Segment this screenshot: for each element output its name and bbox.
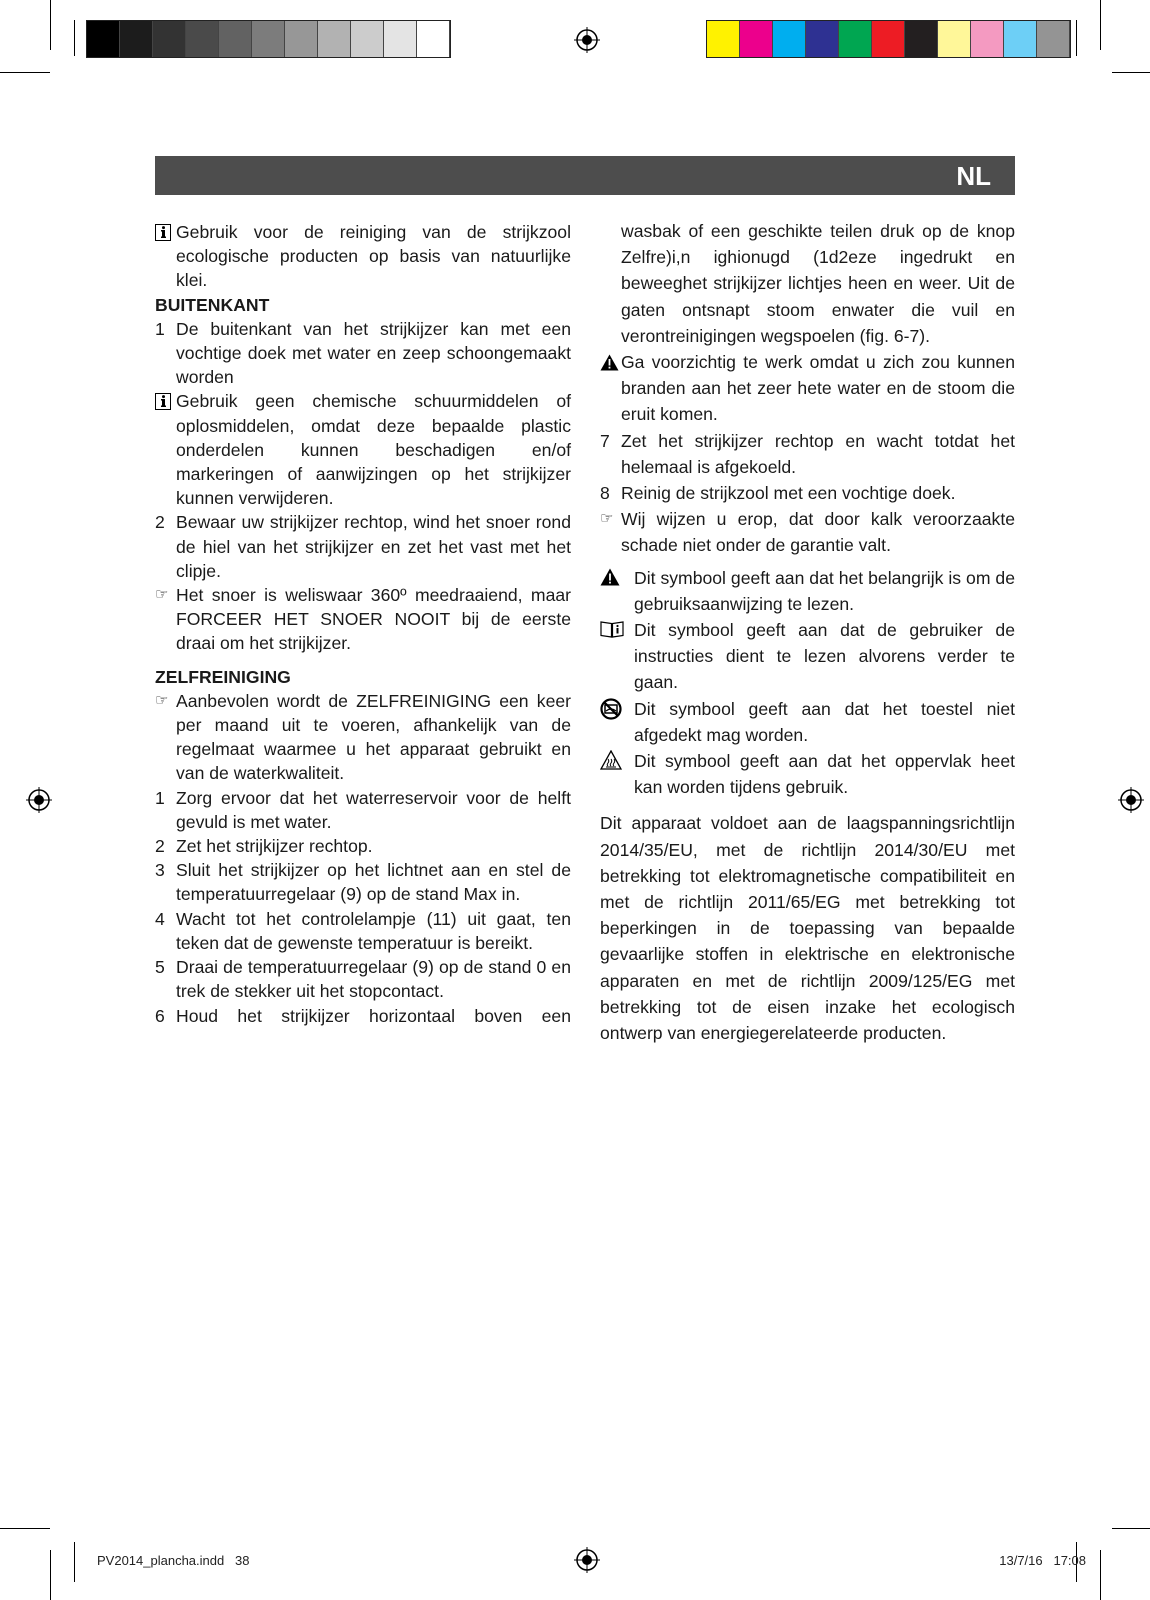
color-swatch [1004,21,1037,57]
color-swatch [153,21,186,57]
list-item-continuation: wasbak of een geschikte teilen druk op de knop Zelfre)i,n ighionugd (1d2eze ingedrukt en beweeghet strijkijzer lichtjes heen en weer. Uit de gaten ontsnapt stoom enwater die vuil en verontreinigingen wegspoelen (fig. 6-7). [621,221,1015,346]
color-swatch [384,21,417,57]
list-item: 3 Sluit het strijkijzer op het lichtnet aan en stel de temperatuurregelaar (9) op de stand Max in. [155,860,571,905]
info-note: Gebruik geen chemische schuurmiddelen of oplosmiddelen, omdat deze bepaalde plastic onderdelen kunnen beschadigen en/of markeringen of aanwijzingen op het strijkijzer kunnen verwijderen. [155,389,571,510]
do-not-cover-icon [600,698,622,727]
warning-triangle-icon [600,349,620,375]
warning-triangle-icon [600,567,620,593]
compliance-statement: Dit apparaat voldoet aan de laagspanningsrichtlijn 2014/35/EU, met de richtlijn 2014/30/EU met betrekking tot elektromagnetische compatibiliteit en met de richtlijn 2011/65/EG met betrekking tot beperkingen in de toepassing van bepaalde gevaarlijke stoffen in elektrische en elektronische apparaten en met de richtlijn 2009/125/EG met betrekking tot de eisen inzake het ecologisch ontwerp van energiegerelateerde producten. [600,813,1015,1044]
crop-mark [0,72,50,73]
color-swatch [417,21,450,57]
color-swatch [773,21,806,57]
tip-note: ☞ Wij wijzen u erop, dat door kalk veroorzaakte schade niet onder de garantie valt. [600,506,1015,558]
color-swatch [351,21,384,57]
tip-note: ☞ Aanbevolen wordt de ZELFREINIGING een keer per maand uit te voeren, afhankelijk van de regelmaat waarmee u het apparaat gebruikt en van de waterkwaliteit. [155,690,571,784]
list-item: 8 Reinig de strijkzool met een vochtige doek. [600,483,956,504]
registration-mark-icon [1118,787,1144,813]
crop-mark [1076,20,1077,56]
color-swatch [186,21,219,57]
color-swatch [740,21,773,57]
tip-note: ☞ Het snoer is weliswaar 360º meedraaiend, maar FORCEER HET SNOER NOOIT bij de eerste draai om het strijkijzer. [155,585,571,654]
color-swatch [905,21,938,57]
footer-file-info: PV2014_plancha.indd 38 [97,1553,250,1568]
left-column [155,220,571,1028]
color-swatch [252,21,285,57]
crop-mark [74,20,75,56]
list-item: 5 Draai de temperatuurregelaar (9) op de stand 0 en trek de stekker uit het stopcontact. [155,957,571,1002]
pointing-hand-icon: ☞ [600,510,614,528]
crop-mark [1112,72,1150,73]
color-swatch [971,21,1004,57]
hot-surface-icon [600,750,622,777]
color-swatch [806,21,839,57]
read-manual-icon [600,619,624,645]
color-swatch [318,21,351,57]
list-item: 2 Bewaar uw strijkijzer rechtop, wind het snoer rond de hiel van het strijkijzer en zet het vast met het clipje. [155,512,571,581]
symbol-explanation: Dit symbool geeft aan dat het toestel niet afgedekt mag worden. [600,696,1015,748]
section-heading-zelfreiniging: ZELFREINIGING [155,666,291,687]
color-swatch [938,21,971,57]
list-item: 7 Zet het strijkijzer rechtop en wacht totdat het helemaal is afgekoeld. [600,430,1015,477]
color-swatch [285,21,318,57]
info-icon [155,220,175,244]
symbol-explanation: Dit symbool geeft aan dat het belangrijk is om de gebruiksaanwijzing te lezen. [600,565,1015,617]
crop-mark [50,0,51,50]
list-item: 4 Wacht tot het controlelampje (11) uit gaat, ten teken dat de gewenste temperatuur is bereikt. [155,908,571,953]
crop-mark [1100,0,1101,50]
registration-mark-icon [26,787,52,813]
color-swatch [839,21,872,57]
crop-mark [50,1550,51,1600]
info-icon [155,389,175,413]
language-code: NL [956,161,991,191]
color-swatch [87,21,120,57]
grayscale-calibration-bar [86,20,451,58]
symbol-explanation: Dit symbool geeft aan dat de gebruiker de instructies dient te lezen alvorens verder te gaan. [600,617,1015,696]
color-swatch [872,21,905,57]
language-header-band [155,156,1015,195]
pointing-hand-icon: ☞ [155,586,169,604]
info-note: Gebruik voor de reiniging van de strijkzool ecologische producten op basis van natuurlijke klei. [155,220,571,293]
footer-date-time: 13/7/16 17:08 [999,1553,1086,1568]
crop-mark [1100,1550,1101,1600]
color-swatch [707,21,740,57]
list-item: 1 De buitenkant van het strijkijzer kan met een vochtige doek met water en zeep schoongemaakt worden [155,318,571,388]
list-item: 6 Houd het strijkijzer horizontaal boven een [155,1005,571,1026]
registration-mark-icon [574,27,600,53]
color-swatch [219,21,252,57]
crop-mark [0,1528,50,1529]
pointing-hand-icon: ☞ [155,691,169,709]
warning-note: Ga voorzichtig te werk omdat u zich zou kunnen branden aan het zeer hete water en de stoom die eruit komen. [600,349,1015,428]
color-swatch [120,21,153,57]
color-calibration-bar [706,20,1071,58]
symbol-explanation: Dit symbool geeft aan dat het oppervlak heet kan worden tijdens gebruik. [600,748,1015,800]
list-item: 1 Zorg ervoor dat het waterreservoir voor de helft gevuld is met water. [155,787,571,832]
registration-mark-icon [574,1547,600,1573]
color-swatch [1037,21,1070,57]
crop-mark [1112,1528,1150,1529]
list-item: 2 Zet het strijkijzer rechtop. [155,836,373,857]
right-column [600,218,1015,1046]
section-heading-buitenkant: BUITENKANT [155,294,270,315]
crop-mark [74,1542,75,1582]
